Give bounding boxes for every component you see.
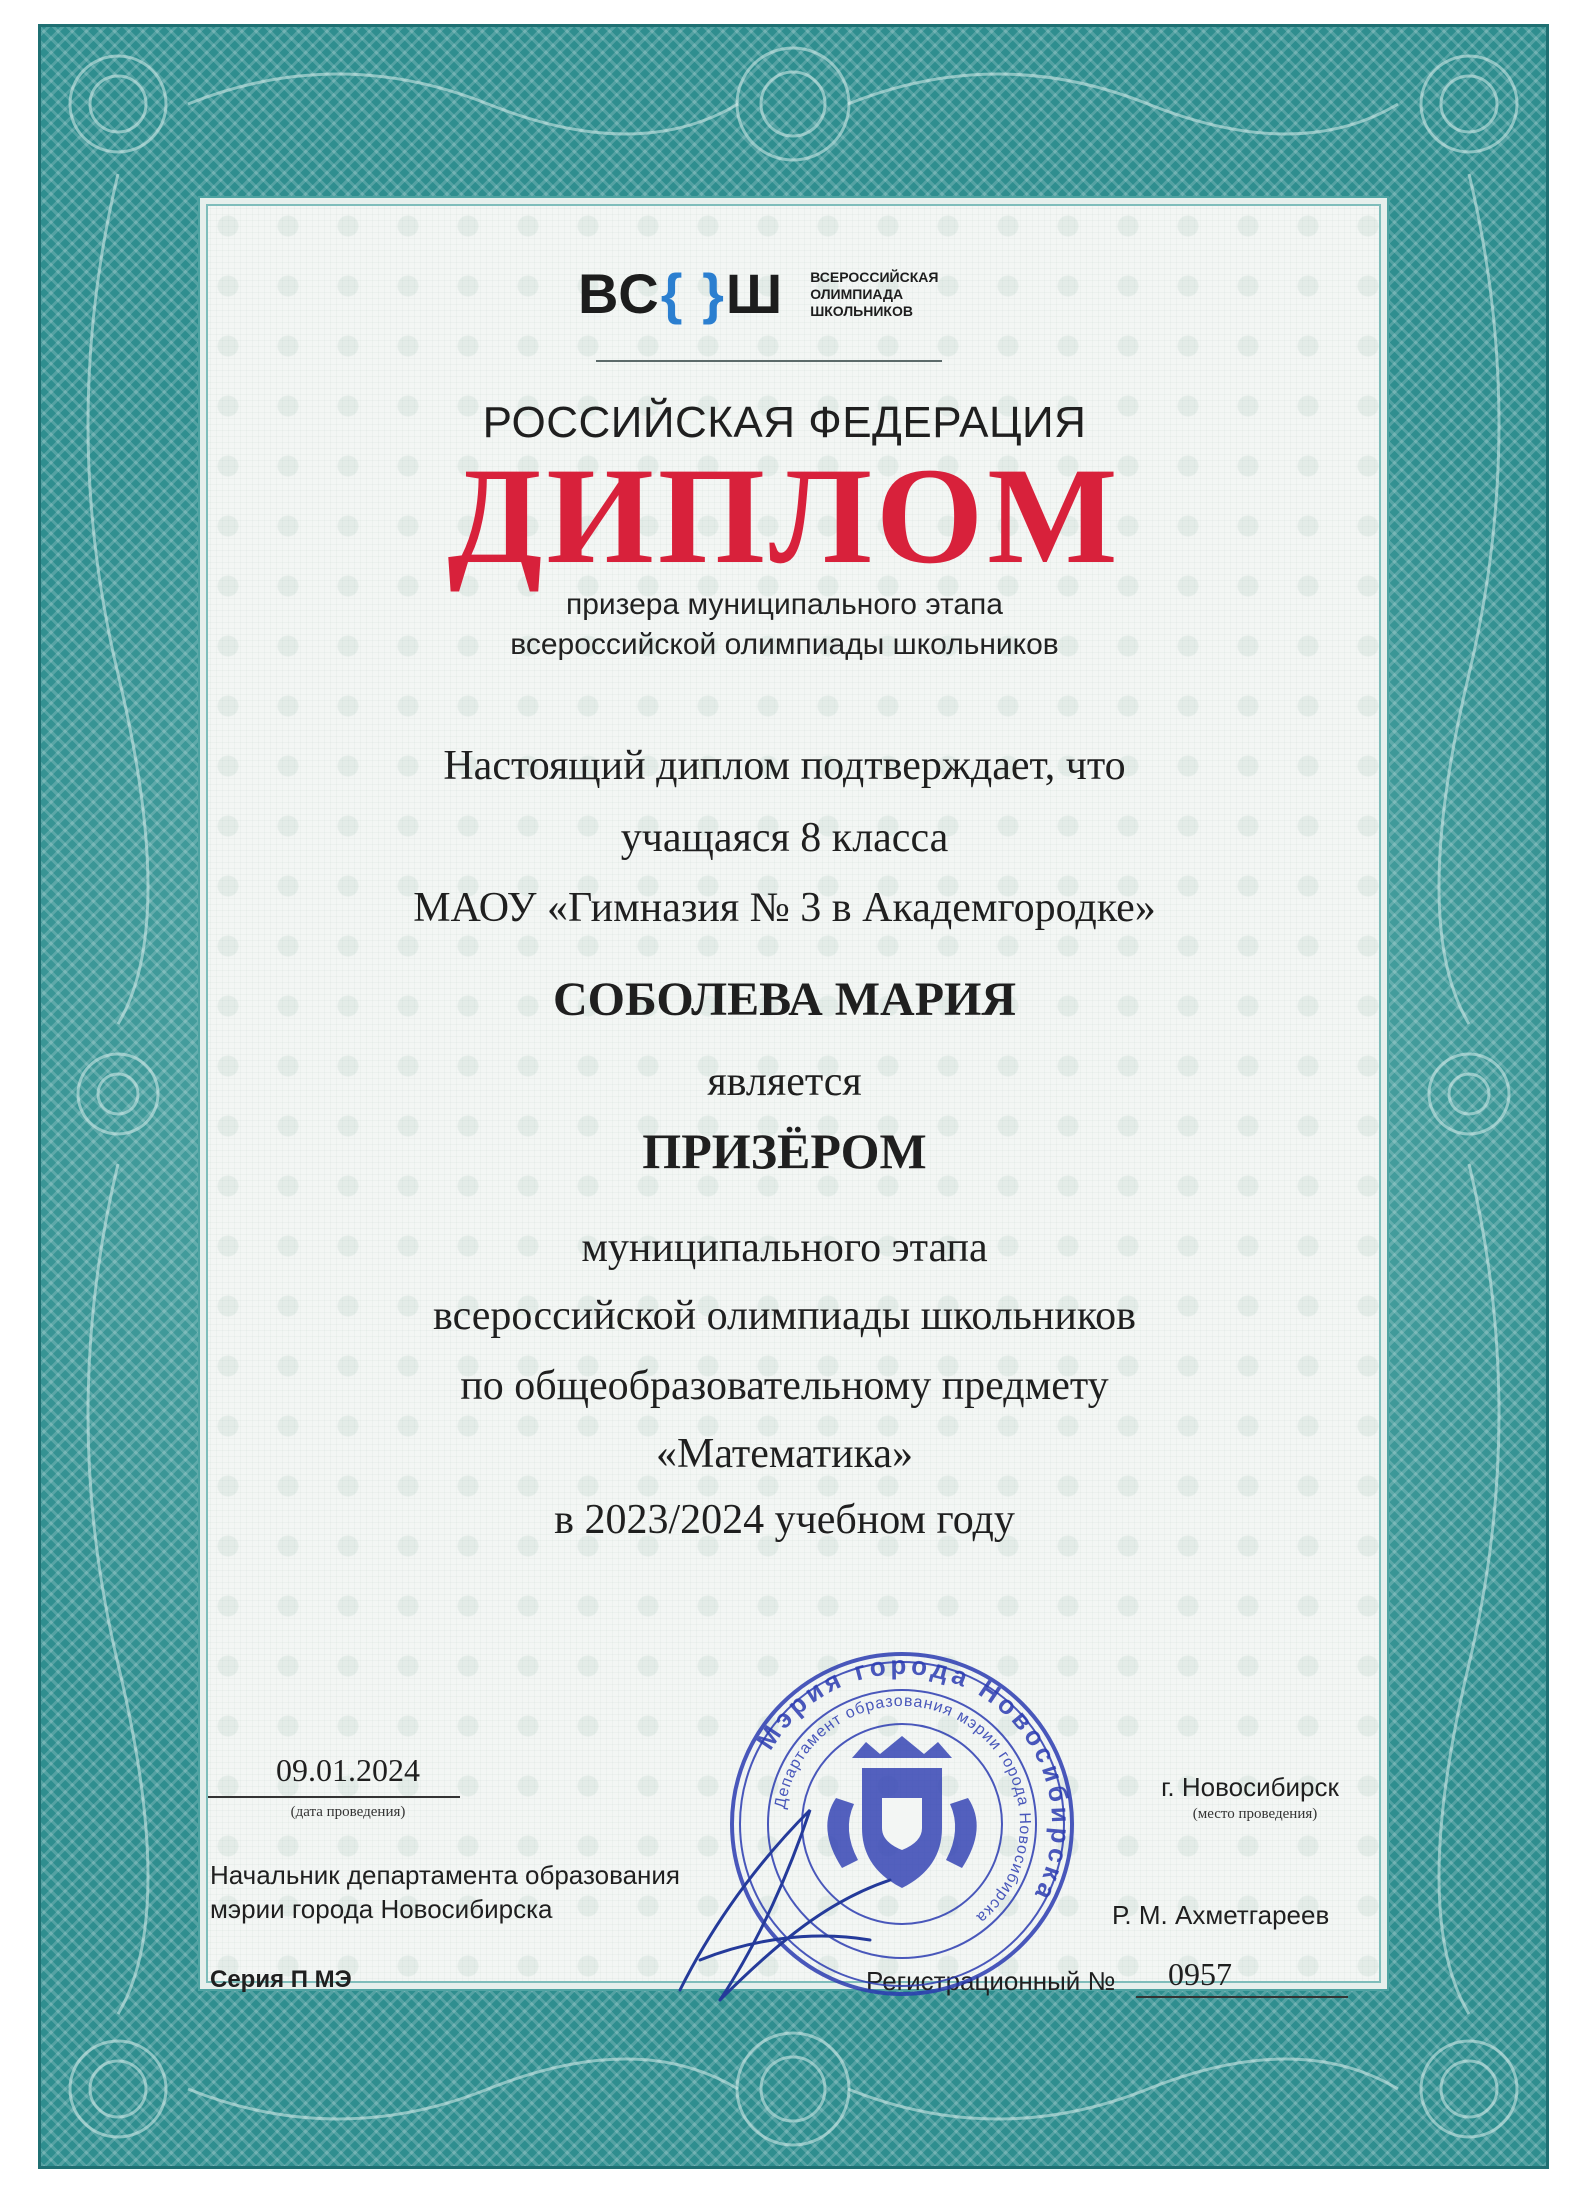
date-underline [208,1796,460,1798]
body-line: Настоящий диплом подтверждает, что [443,743,1126,789]
school-name: МАОУ «Гимназия № 3 в Академгородке» [413,885,1156,931]
subtitle-line: всероссийской олимпиады школьников [510,628,1059,661]
vsosh-logo [578,264,938,324]
date-caption: (дата проведения) [290,1804,406,1820]
seal-outer-text: Мэрия города Новосибирска [750,1649,1077,1909]
logo-caption [810,269,938,320]
official-title: мэрии города Новосибирска [210,1894,553,1924]
academic-year: в 2023/2024 учебном году [554,1497,1015,1543]
registration-underline [1136,1996,1348,1998]
logo-divider [596,360,942,362]
body-line: является [707,1059,862,1105]
logo-braces-icon: { } [660,262,726,325]
signer-name: Р. М. Ахметгареев [1112,1900,1330,1930]
body-line: учащаяся 8 класса [620,815,949,861]
registration-label: Регистрационный № [866,1966,1116,1996]
subject-name: «Математика» [656,1431,913,1477]
seal-inner-text: Департамент образования мэрии города Новосибирска [771,1692,1034,1927]
body-line: всероссийской олимпиады школьников [433,1293,1136,1339]
event-date: 09.01.2024 [276,1752,420,1788]
official-title: Начальник департамента образования [210,1860,681,1890]
logo-mark: ВС{ }Ш [578,262,785,325]
logo-caption-line: ВСЕРОССИЙСКАЯ [810,268,939,285]
logo-caption-line: ШКОЛЬНИКОВ [810,302,913,319]
place-caption: (место проведения) [1192,1806,1318,1822]
logo-caption-line: ОЛИМПИАДА [810,285,904,302]
body-line: муниципального этапа [581,1225,988,1271]
series-label: Серия П МЭ [210,1966,352,1993]
event-place: г. Новосибирск [1161,1772,1339,1802]
signature [660,1790,920,2020]
award-status: ПРИЗЁРОМ [642,1123,927,1179]
registration-number: 0957 [1168,1956,1232,1992]
subtitle-line: призера муниципального этапа [565,588,1003,621]
recipient-name: СОБОЛЕВА МАРИЯ [552,973,1017,1026]
body-line: по общеобразовательному предмету [460,1363,1109,1409]
country-heading: РОССИЙСКАЯ ФЕДЕРАЦИЯ [482,398,1087,447]
document-title: ДИПЛОМ [447,439,1122,592]
